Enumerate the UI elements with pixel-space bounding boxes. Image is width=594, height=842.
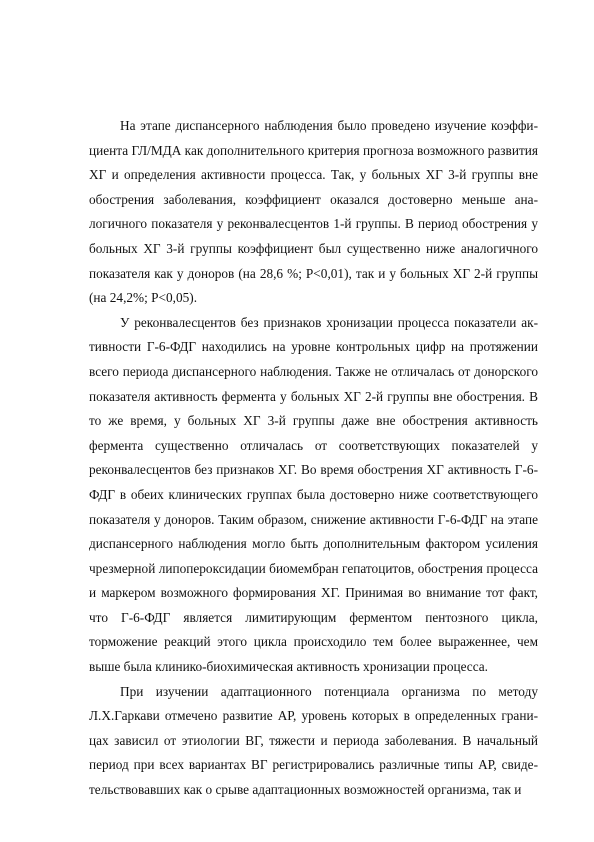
paragraph-adaptation-potential: При изучении адаптационного потенциала организма по методу Л.Х.Гаркави отмечено развитие АР, уровень которых в определенных границах зависил от этиологии ВГ, тяжести и периода заболевания. В начальный период при всех вариантах ВГ регистрировались различные типы АР, свидетельствовавших как о срыве адаптационных возможностей организма, так и <box>89 683 538 798</box>
paragraph-glmda-coefficient: На этапе диспансерного наблюдения было проведено изучение коэффициента ГЛ/МДА как дополнительного критерия прогноза возможного развития ХГ и определения активности процесса. Так, у больных ХГ 3-й группы вне обострения заболевания, коэффициент оказался достоверно меньше аналогичного показателя у реконвалесцентов 1-й группы. В период обострения у больных ХГ 3-й группы коэффициент был существенно ниже аналогичного показателя как у доноров (на 28,6 %; P<0,01), так и у больных ХГ 2-й группы (на 24,2%; P<0,05). <box>89 118 538 306</box>
paragraph-g6pdh-activity: У реконвалесцентов без признаков хронизации процесса показатели активности Г-6-ФДГ находились на уровне контрольных цифр на протяжении всего периода диспансерного наблюдения. Также не отличалась от донорского показателя активность фермента у больных ХГ 2-й группы вне обострения. В то же время, у больных ХГ 3-й группы даже вне обострения активность фермента существенно отличалась от соответствующих показателей у реконвалесцентов без признаков ХГ. Во время обострения ХГ активность Г-6-ФДГ в обеих клинических группах была достоверно ниже соответствующего показателя у доноров. Таким образом, снижение активности Г-6-ФДГ на этапе диспансерного наблюдения могло быть дополнительным фактором усиления чрезмерной липопероксидации биомембран гепатоцитов, обострения процесса и маркером возможного формирования ХГ. Принимая во внимание тот факт, что Г-6-ФДГ является лимитирующим ферментом пентозного цикла, торможение реакций этого цикла происходило тем более выраженнее, чем выше была клинико-биохимическая активность хронизации процесса. <box>89 314 538 675</box>
body-text <box>89 114 538 803</box>
